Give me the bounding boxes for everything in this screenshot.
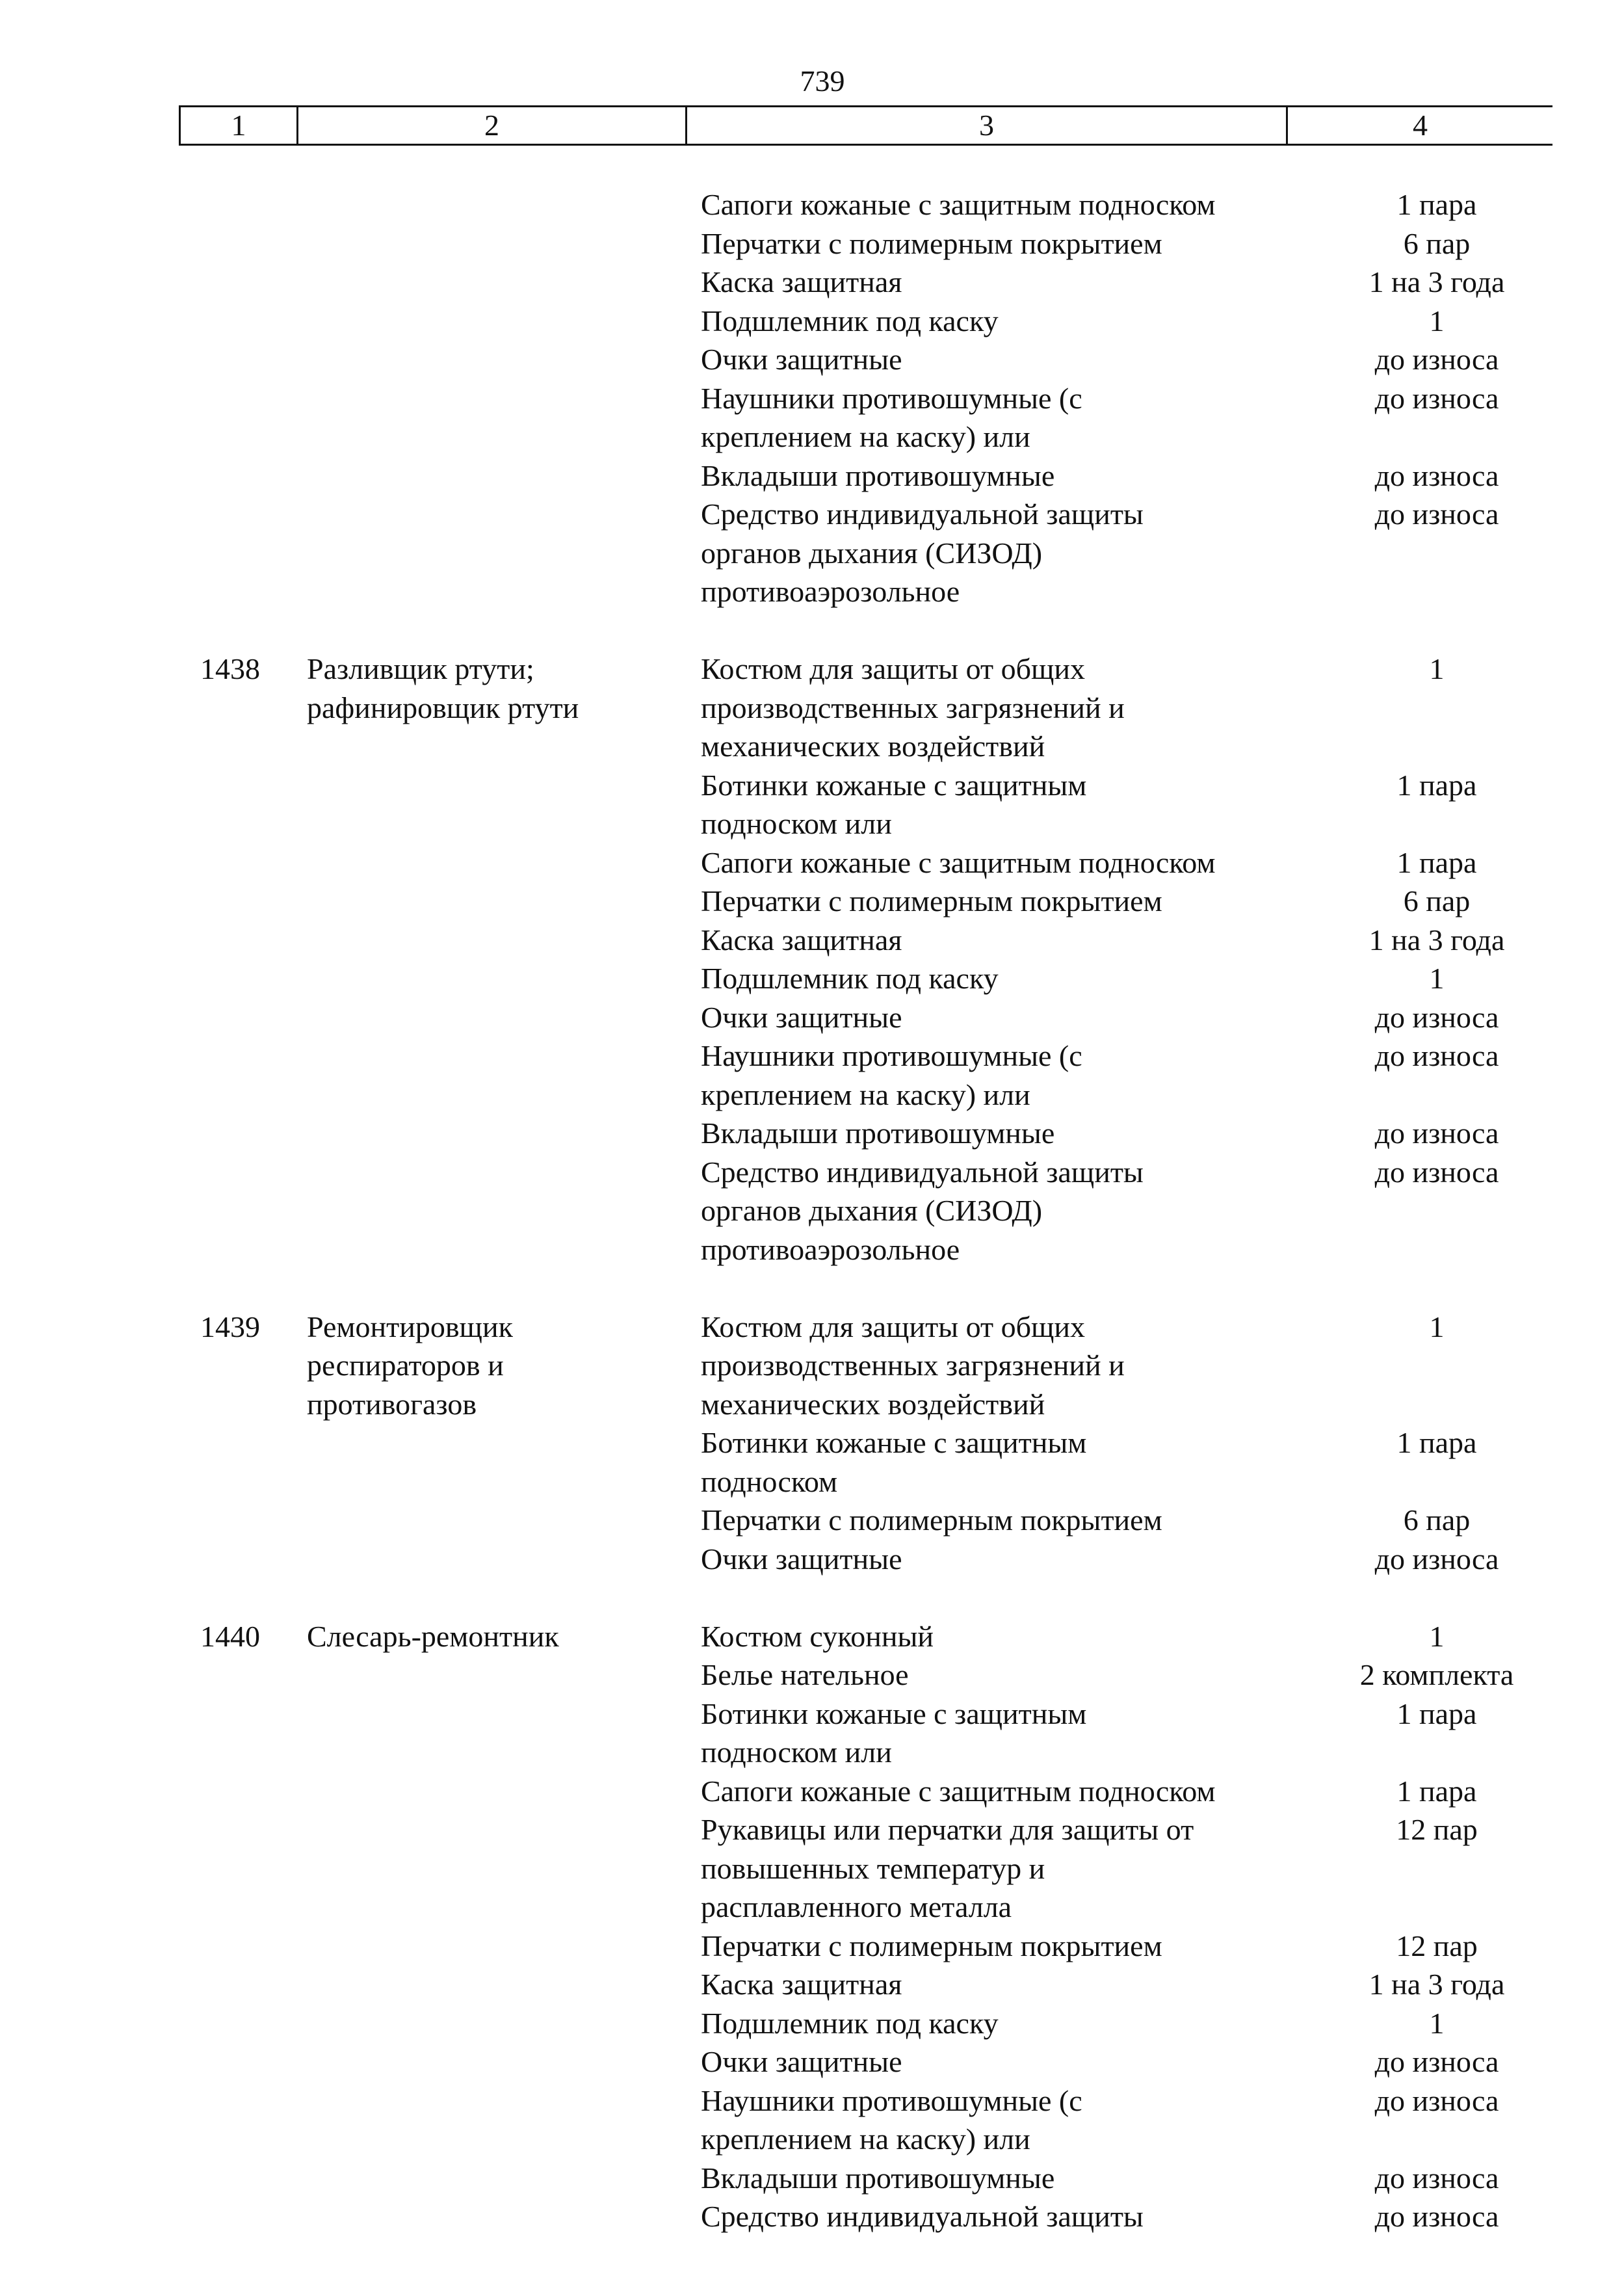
- ppe-item: Ботинки кожаные с защитным: [701, 1426, 1087, 1459]
- ppe-item: Вкладыши противошумные: [701, 458, 1055, 492]
- ppe-item: расплавленного металла: [701, 1890, 1012, 1923]
- page-number: 739: [800, 64, 845, 98]
- ppe-quantity: до износа: [1374, 1116, 1499, 1150]
- column-header-3: 3: [687, 107, 1288, 144]
- ppe-item: Очки защитные: [701, 2045, 902, 2078]
- ppe-quantity: 12 пар: [1396, 1813, 1478, 1846]
- profession-name: Разливщик ртути;: [307, 652, 534, 685]
- ppe-item: Белье нательное: [701, 1658, 909, 1691]
- profession-name: противогазов: [307, 1387, 477, 1421]
- ppe-item: Перчатки с полимерным покрытием: [701, 1929, 1162, 1962]
- ppe-item: подноском или: [701, 807, 892, 840]
- ppe-quantity: до износа: [1374, 1542, 1499, 1576]
- ppe-quantity: 1 пара: [1396, 188, 1477, 221]
- ppe-item: механических воздействий: [701, 1387, 1045, 1421]
- ppe-item: креплением на каску) или: [701, 1077, 1030, 1111]
- ppe-item: Ботинки кожаные с защитным: [701, 768, 1087, 802]
- ppe-item: повышенных температур и: [701, 1851, 1045, 1885]
- profession-name: Ремонтировщик: [307, 1310, 513, 1343]
- ppe-item: Сапоги кожаные с защитным подноском: [701, 188, 1216, 221]
- ppe-item: Ботинки кожаные с защитным: [701, 1696, 1087, 1730]
- ppe-item: Каска защитная: [701, 265, 902, 298]
- ppe-quantity: 1: [1429, 304, 1445, 337]
- ppe-item: Сапоги кожаные с защитным подноском: [701, 1774, 1216, 1808]
- ppe-quantity: 1 на 3 года: [1369, 265, 1505, 298]
- column-header-2: 2: [298, 107, 687, 144]
- ppe-item: Каска защитная: [701, 923, 902, 957]
- ppe-item: Средство индивидуальной защиты: [701, 1155, 1144, 1189]
- ppe-item: Перчатки с полимерным покрытием: [701, 226, 1162, 260]
- profession-name: Слесарь-ремонтник: [307, 1619, 559, 1653]
- ppe-quantity: 1 пара: [1396, 768, 1477, 802]
- profession-name: рафинировщик ртути: [307, 691, 579, 724]
- ppe-item: Вкладыши противошумные: [701, 1116, 1055, 1150]
- ppe-quantity: 12 пар: [1396, 1929, 1478, 1962]
- row-number: 1438: [200, 652, 260, 685]
- ppe-quantity: до износа: [1374, 2200, 1499, 2233]
- ppe-quantity: 6 пар: [1403, 226, 1471, 260]
- ppe-item: противоаэрозольное: [701, 575, 960, 608]
- ppe-item: подноском: [701, 1464, 838, 1498]
- ppe-item: Каска защитная: [701, 1968, 902, 2001]
- ppe-item: Костюм для защиты от общих: [701, 652, 1086, 685]
- ppe-item: Очки защитные: [701, 1542, 902, 1576]
- ppe-quantity: до износа: [1374, 2161, 1499, 2195]
- ppe-item: Костюм для защиты от общих: [701, 1310, 1086, 1343]
- ppe-item: Подшлемник под каску: [701, 304, 999, 337]
- ppe-quantity: 1: [1429, 1619, 1445, 1653]
- ppe-item: противоаэрозольное: [701, 1232, 960, 1266]
- ppe-item: подноском или: [701, 1735, 892, 1769]
- ppe-item: производственных загрязнений и: [701, 691, 1125, 724]
- ppe-quantity: 1 пара: [1396, 1696, 1477, 1730]
- ppe-quantity: 1 пара: [1396, 845, 1477, 879]
- ppe-quantity: 1 пара: [1396, 1774, 1477, 1808]
- ppe-quantity: 1 на 3 года: [1369, 1968, 1505, 2001]
- ppe-item: Вкладыши противошумные: [701, 2161, 1055, 2195]
- ppe-quantity: 1: [1429, 2006, 1445, 2040]
- ppe-item: Рукавицы или перчатки для защиты от: [701, 1813, 1194, 1846]
- ppe-quantity: до износа: [1374, 1000, 1499, 1034]
- ppe-quantity: до износа: [1374, 343, 1499, 376]
- ppe-item: Очки защитные: [701, 1000, 902, 1034]
- ppe-item: Средство индивидуальной защиты: [701, 497, 1144, 531]
- ppe-quantity: 1: [1429, 652, 1445, 685]
- ppe-quantity: до износа: [1374, 458, 1499, 492]
- ppe-quantity: до износа: [1374, 2045, 1499, 2078]
- ppe-quantity: 1 пара: [1396, 1426, 1477, 1459]
- ppe-quantity: до износа: [1374, 2083, 1499, 2117]
- ppe-item: Средство индивидуальной защиты: [701, 2200, 1144, 2233]
- ppe-item: Сапоги кожаные с защитным подноском: [701, 845, 1216, 879]
- ppe-item: Наушники противошумные (с: [701, 381, 1082, 415]
- ppe-item: Подшлемник под каску: [701, 2006, 999, 2040]
- ppe-item: Костюм суконный: [701, 1619, 934, 1653]
- ppe-item: Наушники противошумные (с: [701, 2083, 1082, 2117]
- column-header-row: [179, 105, 1552, 146]
- ppe-quantity: до износа: [1374, 497, 1499, 531]
- ppe-item: Очки защитные: [701, 343, 902, 376]
- ppe-item: органов дыхания (СИЗОД): [701, 1194, 1043, 1227]
- ppe-item: Перчатки с полимерным покрытием: [701, 1503, 1162, 1537]
- ppe-quantity: 1: [1429, 962, 1445, 995]
- column-header-1: 1: [181, 107, 298, 144]
- row-number: 1440: [200, 1619, 260, 1653]
- ppe-quantity: 1 на 3 года: [1369, 923, 1505, 957]
- ppe-item: механических воздействий: [701, 730, 1045, 763]
- ppe-quantity: 6 пар: [1403, 1503, 1471, 1537]
- ppe-item: Наушники противошумные (с: [701, 1039, 1082, 1072]
- ppe-item: органов дыхания (СИЗОД): [701, 536, 1043, 570]
- ppe-item: креплением на каску) или: [701, 2122, 1030, 2156]
- column-header-4: 4: [1413, 109, 1428, 142]
- ppe-quantity: 2 комплекта: [1359, 1658, 1514, 1691]
- ppe-quantity: 1: [1429, 1310, 1445, 1343]
- ppe-quantity: до износа: [1374, 1039, 1499, 1072]
- ppe-item: производственных загрязнений и: [701, 1349, 1125, 1382]
- profession-name: респираторов и: [307, 1349, 504, 1382]
- ppe-quantity: 6 пар: [1403, 884, 1471, 917]
- row-number: 1439: [200, 1310, 260, 1343]
- ppe-item: Подшлемник под каску: [701, 962, 999, 995]
- ppe-item: креплением на каску) или: [701, 420, 1030, 453]
- ppe-quantity: до износа: [1374, 381, 1499, 415]
- ppe-quantity: до износа: [1374, 1155, 1499, 1189]
- ppe-item: Перчатки с полимерным покрытием: [701, 884, 1162, 917]
